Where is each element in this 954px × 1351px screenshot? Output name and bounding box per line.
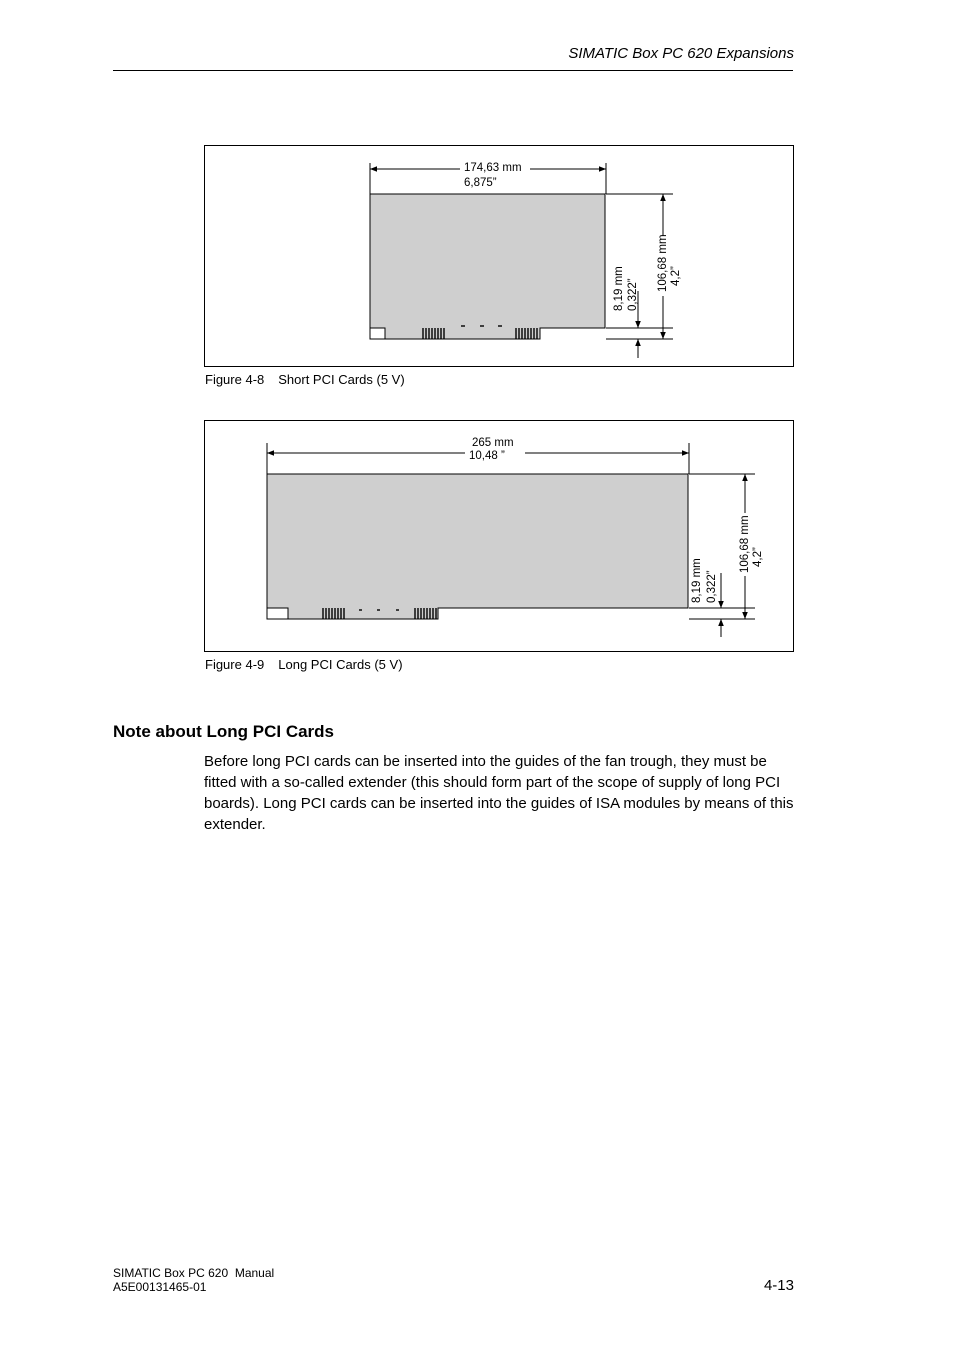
height-in-label: 4,2” xyxy=(752,547,764,567)
card-outline xyxy=(267,474,688,619)
caption-number: Figure 4-9 xyxy=(205,657,265,672)
card-outline xyxy=(370,194,605,339)
footer-manual-info xyxy=(113,1266,274,1294)
offset-in-label: 0,322” xyxy=(627,278,639,311)
section-heading: Note about Long PCI Cards xyxy=(113,722,334,741)
header-rule xyxy=(113,70,793,71)
width-mm-label: 265 mm xyxy=(472,437,514,449)
footer-doc-number: A5E00131465-01 xyxy=(113,1280,207,1294)
caption-title: Short PCI Cards (5 V) xyxy=(278,372,405,387)
height-mm-label: 106,68 mm xyxy=(739,515,751,573)
offset-mm-label: 8,19 mm xyxy=(613,266,625,311)
figure-caption-4-8 xyxy=(205,372,405,387)
figure-long-pci-card xyxy=(204,420,794,652)
offset-mm-label: 8,19 mm xyxy=(691,558,703,603)
running-header: SIMATIC Box PC 620 Expansions xyxy=(568,45,794,62)
offset-in-label: 0,322” xyxy=(706,570,718,603)
long-pci-card-drawing xyxy=(205,421,793,651)
figure-short-pci-card xyxy=(204,145,794,367)
footer-manual-title: SIMATIC Box PC 620 Manual xyxy=(113,1266,275,1280)
width-in-label: 6,875” xyxy=(464,177,497,189)
figure-caption-4-9 xyxy=(205,657,403,672)
caption-title: Long PCI Cards (5 V) xyxy=(278,657,403,672)
width-mm-label: 174,63 mm xyxy=(464,162,522,174)
caption-number: Figure 4-8 xyxy=(205,372,265,387)
height-in-label: 4,2” xyxy=(670,266,682,286)
page-number: 4-13 xyxy=(763,1277,794,1294)
width-in-label: 10,48 ” xyxy=(469,450,505,462)
section-body: Before long PCI cards can be inserted into the guides of the fan trough, they must be fitted with a so-called extender (this should form part of the scope of supply of long PCI boards). Long PCI cards can be inserted into the guides of ISA modules by means of this extender. xyxy=(204,753,794,833)
short-pci-card-drawing xyxy=(205,146,793,366)
height-mm-label: 106,68 mm xyxy=(657,234,669,292)
